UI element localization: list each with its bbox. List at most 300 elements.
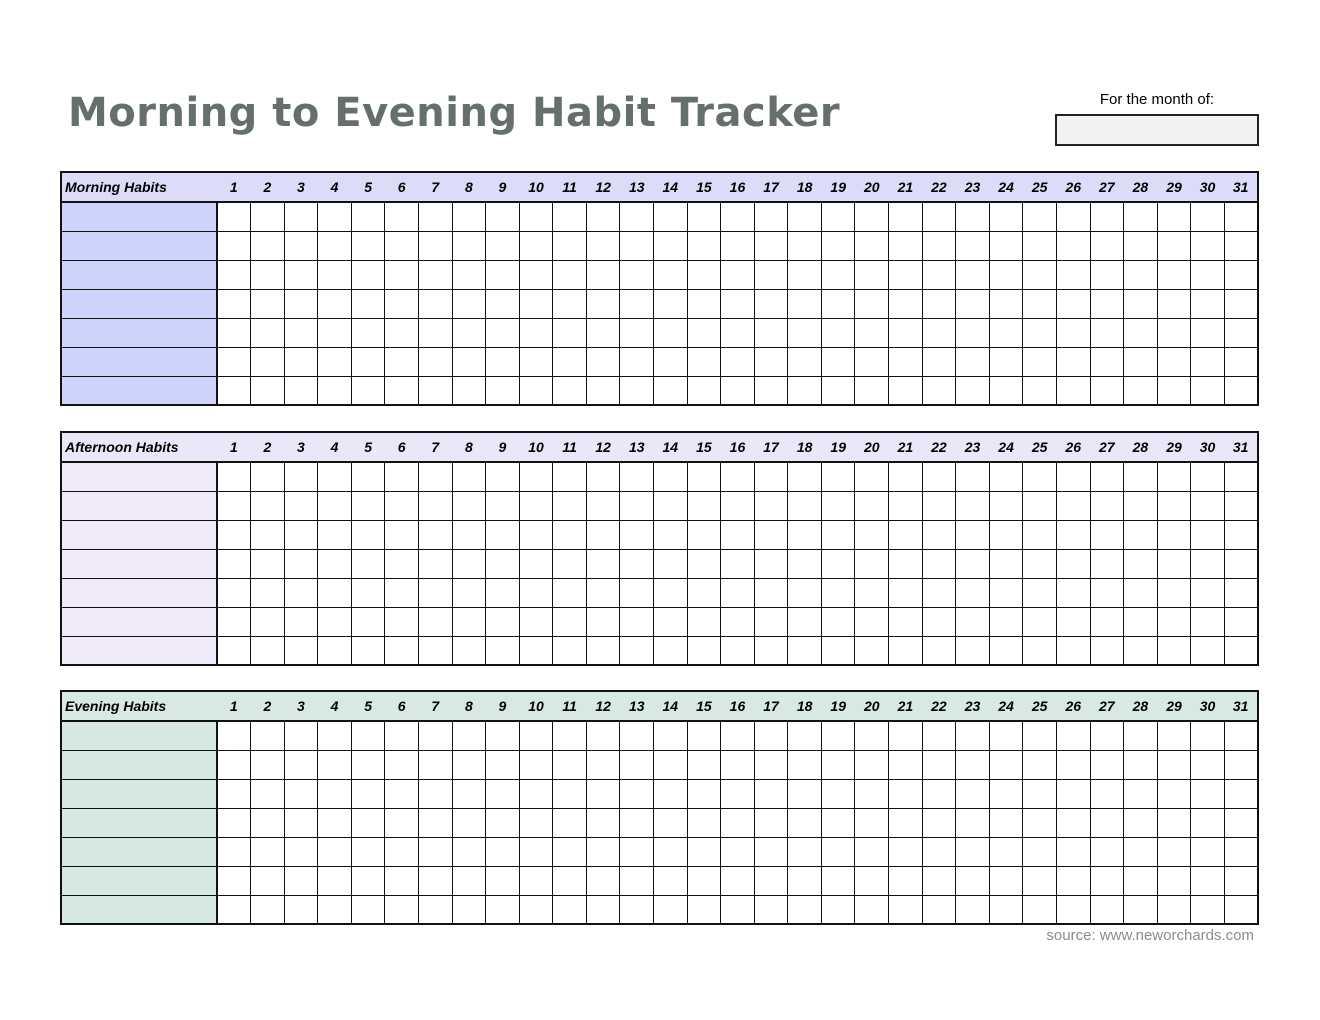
evening-day-checkbox-cell[interactable] (889, 808, 923, 837)
morning-day-checkbox-cell[interactable] (687, 202, 721, 231)
evening-day-checkbox-cell[interactable] (217, 808, 251, 837)
morning-day-checkbox-cell[interactable] (385, 260, 419, 289)
morning-day-checkbox-cell[interactable] (553, 289, 587, 318)
evening-day-checkbox-cell[interactable] (1056, 895, 1090, 924)
evening-day-checkbox-cell[interactable] (855, 837, 889, 866)
morning-day-checkbox-cell[interactable] (1191, 231, 1225, 260)
morning-day-checkbox-cell[interactable] (821, 202, 855, 231)
afternoon-day-checkbox-cell[interactable] (553, 607, 587, 636)
morning-day-checkbox-cell[interactable] (654, 260, 688, 289)
morning-day-checkbox-cell[interactable] (1157, 318, 1191, 347)
evening-day-checkbox-cell[interactable] (519, 866, 553, 895)
afternoon-day-checkbox-cell[interactable] (1056, 520, 1090, 549)
evening-day-checkbox-cell[interactable] (385, 750, 419, 779)
afternoon-day-checkbox-cell[interactable] (1090, 636, 1124, 665)
afternoon-day-checkbox-cell[interactable] (687, 462, 721, 491)
afternoon-day-checkbox-cell[interactable] (1124, 578, 1158, 607)
morning-day-checkbox-cell[interactable] (553, 376, 587, 405)
afternoon-day-checkbox-cell[interactable] (956, 491, 990, 520)
evening-day-checkbox-cell[interactable] (1191, 837, 1225, 866)
afternoon-day-checkbox-cell[interactable] (620, 607, 654, 636)
evening-day-checkbox-cell[interactable] (654, 779, 688, 808)
morning-day-checkbox-cell[interactable] (1090, 318, 1124, 347)
morning-day-checkbox-cell[interactable] (620, 289, 654, 318)
evening-day-checkbox-cell[interactable] (788, 750, 822, 779)
evening-day-checkbox-cell[interactable] (1023, 808, 1057, 837)
afternoon-day-checkbox-cell[interactable] (452, 491, 486, 520)
afternoon-day-checkbox-cell[interactable] (956, 462, 990, 491)
evening-day-checkbox-cell[interactable] (855, 808, 889, 837)
morning-day-checkbox-cell[interactable] (687, 376, 721, 405)
morning-day-checkbox-cell[interactable] (486, 231, 520, 260)
afternoon-day-checkbox-cell[interactable] (687, 636, 721, 665)
morning-day-checkbox-cell[interactable] (1191, 260, 1225, 289)
morning-day-checkbox-cell[interactable] (654, 347, 688, 376)
morning-day-checkbox-cell[interactable] (418, 376, 452, 405)
morning-day-checkbox-cell[interactable] (1023, 376, 1057, 405)
afternoon-habit-name-input[interactable] (62, 614, 216, 629)
morning-day-checkbox-cell[interactable] (855, 231, 889, 260)
afternoon-day-checkbox-cell[interactable] (1224, 578, 1258, 607)
evening-day-checkbox-cell[interactable] (889, 837, 923, 866)
evening-day-checkbox-cell[interactable] (217, 866, 251, 895)
morning-day-checkbox-cell[interactable] (418, 347, 452, 376)
morning-day-checkbox-cell[interactable] (922, 231, 956, 260)
morning-day-checkbox-cell[interactable] (351, 260, 385, 289)
afternoon-day-checkbox-cell[interactable] (1023, 578, 1057, 607)
morning-day-checkbox-cell[interactable] (721, 231, 755, 260)
afternoon-day-checkbox-cell[interactable] (1023, 549, 1057, 578)
afternoon-day-checkbox-cell[interactable] (989, 636, 1023, 665)
evening-day-checkbox-cell[interactable] (1224, 866, 1258, 895)
morning-day-checkbox-cell[interactable] (754, 347, 788, 376)
morning-day-checkbox-cell[interactable] (754, 231, 788, 260)
afternoon-day-checkbox-cell[interactable] (1224, 607, 1258, 636)
evening-day-checkbox-cell[interactable] (889, 866, 923, 895)
evening-day-checkbox-cell[interactable] (385, 895, 419, 924)
afternoon-day-checkbox-cell[interactable] (1224, 549, 1258, 578)
afternoon-day-checkbox-cell[interactable] (1157, 520, 1191, 549)
afternoon-day-checkbox-cell[interactable] (351, 520, 385, 549)
afternoon-habit-name-input[interactable] (62, 469, 216, 484)
morning-day-checkbox-cell[interactable] (821, 347, 855, 376)
morning-day-checkbox-cell[interactable] (754, 289, 788, 318)
evening-day-checkbox-cell[interactable] (586, 721, 620, 750)
evening-day-checkbox-cell[interactable] (989, 779, 1023, 808)
afternoon-day-checkbox-cell[interactable] (956, 549, 990, 578)
afternoon-day-checkbox-cell[interactable] (418, 607, 452, 636)
evening-habit-name-input[interactable] (62, 786, 216, 801)
morning-day-checkbox-cell[interactable] (251, 376, 285, 405)
morning-day-checkbox-cell[interactable] (385, 289, 419, 318)
evening-day-checkbox-cell[interactable] (788, 866, 822, 895)
morning-day-checkbox-cell[interactable] (1124, 289, 1158, 318)
afternoon-habit-name-input[interactable] (62, 527, 216, 542)
afternoon-day-checkbox-cell[interactable] (956, 520, 990, 549)
afternoon-day-checkbox-cell[interactable] (922, 549, 956, 578)
evening-day-checkbox-cell[interactable] (217, 750, 251, 779)
morning-day-checkbox-cell[interactable] (284, 289, 318, 318)
morning-day-checkbox-cell[interactable] (519, 260, 553, 289)
afternoon-day-checkbox-cell[interactable] (687, 549, 721, 578)
evening-day-checkbox-cell[interactable] (251, 866, 285, 895)
evening-day-checkbox-cell[interactable] (351, 750, 385, 779)
evening-day-checkbox-cell[interactable] (1191, 866, 1225, 895)
afternoon-day-checkbox-cell[interactable] (251, 520, 285, 549)
evening-day-checkbox-cell[interactable] (284, 837, 318, 866)
evening-day-checkbox-cell[interactable] (385, 866, 419, 895)
evening-day-checkbox-cell[interactable] (721, 779, 755, 808)
afternoon-day-checkbox-cell[interactable] (788, 607, 822, 636)
afternoon-day-checkbox-cell[interactable] (351, 636, 385, 665)
evening-habit-name-input[interactable] (62, 728, 216, 743)
evening-day-checkbox-cell[interactable] (586, 779, 620, 808)
afternoon-day-checkbox-cell[interactable] (1023, 520, 1057, 549)
morning-day-checkbox-cell[interactable] (1157, 202, 1191, 231)
afternoon-day-checkbox-cell[interactable] (586, 462, 620, 491)
evening-day-checkbox-cell[interactable] (318, 866, 352, 895)
evening-day-checkbox-cell[interactable] (687, 750, 721, 779)
afternoon-day-checkbox-cell[interactable] (620, 462, 654, 491)
evening-day-checkbox-cell[interactable] (922, 808, 956, 837)
evening-day-checkbox-cell[interactable] (754, 721, 788, 750)
evening-day-checkbox-cell[interactable] (1191, 895, 1225, 924)
afternoon-day-checkbox-cell[interactable] (452, 520, 486, 549)
morning-day-checkbox-cell[interactable] (1090, 260, 1124, 289)
evening-day-checkbox-cell[interactable] (788, 721, 822, 750)
afternoon-day-checkbox-cell[interactable] (217, 462, 251, 491)
morning-day-checkbox-cell[interactable] (1090, 231, 1124, 260)
afternoon-day-checkbox-cell[interactable] (519, 462, 553, 491)
afternoon-day-checkbox-cell[interactable] (788, 491, 822, 520)
evening-day-checkbox-cell[interactable] (889, 895, 923, 924)
morning-habit-name-input[interactable] (62, 238, 216, 253)
afternoon-day-checkbox-cell[interactable] (1023, 462, 1057, 491)
afternoon-day-checkbox-cell[interactable] (452, 462, 486, 491)
afternoon-day-checkbox-cell[interactable] (217, 520, 251, 549)
evening-day-checkbox-cell[interactable] (687, 808, 721, 837)
morning-day-checkbox-cell[interactable] (1224, 318, 1258, 347)
morning-day-checkbox-cell[interactable] (855, 202, 889, 231)
evening-day-checkbox-cell[interactable] (553, 779, 587, 808)
afternoon-day-checkbox-cell[interactable] (284, 549, 318, 578)
morning-day-checkbox-cell[interactable] (922, 289, 956, 318)
afternoon-day-checkbox-cell[interactable] (486, 636, 520, 665)
morning-day-checkbox-cell[interactable] (519, 289, 553, 318)
afternoon-day-checkbox-cell[interactable] (519, 607, 553, 636)
afternoon-day-checkbox-cell[interactable] (318, 549, 352, 578)
evening-day-checkbox-cell[interactable] (318, 779, 352, 808)
morning-day-checkbox-cell[interactable] (385, 347, 419, 376)
morning-day-checkbox-cell[interactable] (284, 202, 318, 231)
evening-day-checkbox-cell[interactable] (1056, 808, 1090, 837)
morning-day-checkbox-cell[interactable] (721, 318, 755, 347)
morning-habit-name-input[interactable] (62, 209, 216, 224)
morning-day-checkbox-cell[interactable] (855, 376, 889, 405)
evening-day-checkbox-cell[interactable] (351, 895, 385, 924)
evening-day-checkbox-cell[interactable] (284, 750, 318, 779)
morning-day-checkbox-cell[interactable] (620, 376, 654, 405)
morning-day-checkbox-cell[interactable] (654, 376, 688, 405)
afternoon-day-checkbox-cell[interactable] (788, 636, 822, 665)
morning-day-checkbox-cell[interactable] (687, 289, 721, 318)
morning-day-checkbox-cell[interactable] (721, 202, 755, 231)
evening-day-checkbox-cell[interactable] (956, 808, 990, 837)
morning-day-checkbox-cell[interactable] (418, 231, 452, 260)
morning-day-checkbox-cell[interactable] (486, 376, 520, 405)
afternoon-day-checkbox-cell[interactable] (1157, 578, 1191, 607)
morning-day-checkbox-cell[interactable] (217, 289, 251, 318)
evening-day-checkbox-cell[interactable] (922, 779, 956, 808)
afternoon-day-checkbox-cell[interactable] (519, 491, 553, 520)
afternoon-day-checkbox-cell[interactable] (788, 520, 822, 549)
evening-day-checkbox-cell[interactable] (1124, 721, 1158, 750)
evening-day-checkbox-cell[interactable] (318, 721, 352, 750)
evening-day-checkbox-cell[interactable] (351, 721, 385, 750)
evening-day-checkbox-cell[interactable] (217, 721, 251, 750)
evening-day-checkbox-cell[interactable] (1224, 808, 1258, 837)
evening-day-checkbox-cell[interactable] (586, 895, 620, 924)
morning-day-checkbox-cell[interactable] (788, 376, 822, 405)
morning-day-checkbox-cell[interactable] (788, 318, 822, 347)
morning-day-checkbox-cell[interactable] (318, 289, 352, 318)
afternoon-day-checkbox-cell[interactable] (251, 578, 285, 607)
evening-day-checkbox-cell[interactable] (721, 750, 755, 779)
evening-day-checkbox-cell[interactable] (620, 837, 654, 866)
afternoon-day-checkbox-cell[interactable] (452, 578, 486, 607)
evening-day-checkbox-cell[interactable] (1124, 750, 1158, 779)
morning-day-checkbox-cell[interactable] (922, 376, 956, 405)
afternoon-day-checkbox-cell[interactable] (855, 636, 889, 665)
evening-day-checkbox-cell[interactable] (821, 779, 855, 808)
morning-day-checkbox-cell[interactable] (553, 260, 587, 289)
morning-day-checkbox-cell[interactable] (1157, 347, 1191, 376)
evening-day-checkbox-cell[interactable] (721, 721, 755, 750)
afternoon-day-checkbox-cell[interactable] (351, 462, 385, 491)
afternoon-day-checkbox-cell[interactable] (922, 520, 956, 549)
morning-day-checkbox-cell[interactable] (654, 318, 688, 347)
afternoon-day-checkbox-cell[interactable] (1157, 636, 1191, 665)
afternoon-day-checkbox-cell[interactable] (351, 491, 385, 520)
evening-day-checkbox-cell[interactable] (318, 750, 352, 779)
evening-day-checkbox-cell[interactable] (553, 866, 587, 895)
morning-day-checkbox-cell[interactable] (418, 202, 452, 231)
evening-day-checkbox-cell[interactable] (351, 866, 385, 895)
evening-day-checkbox-cell[interactable] (318, 808, 352, 837)
afternoon-day-checkbox-cell[interactable] (687, 491, 721, 520)
afternoon-day-checkbox-cell[interactable] (418, 636, 452, 665)
evening-day-checkbox-cell[interactable] (1056, 721, 1090, 750)
evening-day-checkbox-cell[interactable] (284, 808, 318, 837)
afternoon-day-checkbox-cell[interactable] (586, 636, 620, 665)
morning-day-checkbox-cell[interactable] (351, 376, 385, 405)
evening-day-checkbox-cell[interactable] (1191, 779, 1225, 808)
evening-day-checkbox-cell[interactable] (452, 837, 486, 866)
afternoon-day-checkbox-cell[interactable] (1090, 491, 1124, 520)
evening-day-checkbox-cell[interactable] (956, 721, 990, 750)
morning-day-checkbox-cell[interactable] (1124, 376, 1158, 405)
afternoon-day-checkbox-cell[interactable] (486, 462, 520, 491)
afternoon-day-checkbox-cell[interactable] (251, 491, 285, 520)
afternoon-day-checkbox-cell[interactable] (989, 607, 1023, 636)
evening-day-checkbox-cell[interactable] (989, 866, 1023, 895)
evening-day-checkbox-cell[interactable] (721, 837, 755, 866)
evening-day-checkbox-cell[interactable] (1157, 866, 1191, 895)
evening-day-checkbox-cell[interactable] (318, 837, 352, 866)
evening-day-checkbox-cell[interactable] (418, 866, 452, 895)
evening-day-checkbox-cell[interactable] (889, 779, 923, 808)
morning-day-checkbox-cell[interactable] (351, 289, 385, 318)
evening-day-checkbox-cell[interactable] (418, 837, 452, 866)
afternoon-habit-name-input[interactable] (62, 642, 216, 657)
afternoon-day-checkbox-cell[interactable] (318, 578, 352, 607)
evening-day-checkbox-cell[interactable] (385, 808, 419, 837)
morning-day-checkbox-cell[interactable] (721, 260, 755, 289)
afternoon-day-checkbox-cell[interactable] (620, 520, 654, 549)
evening-day-checkbox-cell[interactable] (654, 895, 688, 924)
morning-day-checkbox-cell[interactable] (788, 289, 822, 318)
evening-day-checkbox-cell[interactable] (1191, 721, 1225, 750)
morning-day-checkbox-cell[interactable] (318, 347, 352, 376)
afternoon-day-checkbox-cell[interactable] (385, 462, 419, 491)
evening-day-checkbox-cell[interactable] (418, 750, 452, 779)
morning-day-checkbox-cell[interactable] (788, 347, 822, 376)
morning-day-checkbox-cell[interactable] (1224, 202, 1258, 231)
afternoon-day-checkbox-cell[interactable] (855, 520, 889, 549)
morning-day-checkbox-cell[interactable] (788, 260, 822, 289)
morning-day-checkbox-cell[interactable] (452, 231, 486, 260)
morning-day-checkbox-cell[interactable] (553, 318, 587, 347)
evening-day-checkbox-cell[interactable] (821, 721, 855, 750)
afternoon-day-checkbox-cell[interactable] (452, 607, 486, 636)
evening-day-checkbox-cell[interactable] (620, 750, 654, 779)
morning-day-checkbox-cell[interactable] (956, 260, 990, 289)
morning-day-checkbox-cell[interactable] (1124, 231, 1158, 260)
afternoon-day-checkbox-cell[interactable] (318, 491, 352, 520)
afternoon-day-checkbox-cell[interactable] (351, 578, 385, 607)
morning-day-checkbox-cell[interactable] (1023, 202, 1057, 231)
afternoon-day-checkbox-cell[interactable] (821, 607, 855, 636)
afternoon-day-checkbox-cell[interactable] (418, 549, 452, 578)
morning-day-checkbox-cell[interactable] (251, 231, 285, 260)
morning-day-checkbox-cell[interactable] (654, 289, 688, 318)
evening-day-checkbox-cell[interactable] (922, 837, 956, 866)
evening-day-checkbox-cell[interactable] (922, 750, 956, 779)
evening-day-checkbox-cell[interactable] (754, 837, 788, 866)
afternoon-day-checkbox-cell[interactable] (1157, 462, 1191, 491)
morning-habit-name-input[interactable] (62, 354, 216, 369)
morning-day-checkbox-cell[interactable] (586, 289, 620, 318)
evening-day-checkbox-cell[interactable] (452, 866, 486, 895)
evening-day-checkbox-cell[interactable] (1157, 779, 1191, 808)
evening-day-checkbox-cell[interactable] (586, 808, 620, 837)
morning-day-checkbox-cell[interactable] (721, 289, 755, 318)
morning-day-checkbox-cell[interactable] (620, 231, 654, 260)
morning-day-checkbox-cell[interactable] (1056, 318, 1090, 347)
morning-day-checkbox-cell[interactable] (1023, 347, 1057, 376)
evening-day-checkbox-cell[interactable] (1157, 808, 1191, 837)
morning-day-checkbox-cell[interactable] (1224, 289, 1258, 318)
evening-day-checkbox-cell[interactable] (1224, 779, 1258, 808)
morning-day-checkbox-cell[interactable] (1124, 347, 1158, 376)
morning-day-checkbox-cell[interactable] (821, 260, 855, 289)
afternoon-day-checkbox-cell[interactable] (1124, 491, 1158, 520)
morning-day-checkbox-cell[interactable] (586, 260, 620, 289)
morning-day-checkbox-cell[interactable] (519, 202, 553, 231)
morning-day-checkbox-cell[interactable] (1023, 231, 1057, 260)
evening-day-checkbox-cell[interactable] (821, 808, 855, 837)
evening-day-checkbox-cell[interactable] (922, 895, 956, 924)
morning-day-checkbox-cell[interactable] (1191, 347, 1225, 376)
morning-day-checkbox-cell[interactable] (1090, 202, 1124, 231)
evening-day-checkbox-cell[interactable] (1157, 721, 1191, 750)
evening-day-checkbox-cell[interactable] (855, 866, 889, 895)
morning-day-checkbox-cell[interactable] (1056, 202, 1090, 231)
afternoon-day-checkbox-cell[interactable] (754, 491, 788, 520)
evening-day-checkbox-cell[interactable] (620, 895, 654, 924)
afternoon-day-checkbox-cell[interactable] (318, 636, 352, 665)
afternoon-day-checkbox-cell[interactable] (1191, 491, 1225, 520)
afternoon-day-checkbox-cell[interactable] (284, 520, 318, 549)
morning-day-checkbox-cell[interactable] (788, 231, 822, 260)
evening-day-checkbox-cell[interactable] (351, 837, 385, 866)
morning-day-checkbox-cell[interactable] (989, 289, 1023, 318)
afternoon-day-checkbox-cell[interactable] (654, 636, 688, 665)
evening-day-checkbox-cell[interactable] (956, 895, 990, 924)
morning-day-checkbox-cell[interactable] (1191, 202, 1225, 231)
afternoon-day-checkbox-cell[interactable] (889, 578, 923, 607)
afternoon-day-checkbox-cell[interactable] (418, 491, 452, 520)
morning-day-checkbox-cell[interactable] (1191, 289, 1225, 318)
afternoon-day-checkbox-cell[interactable] (956, 607, 990, 636)
morning-day-checkbox-cell[interactable] (217, 318, 251, 347)
afternoon-day-checkbox-cell[interactable] (687, 607, 721, 636)
evening-day-checkbox-cell[interactable] (486, 808, 520, 837)
morning-day-checkbox-cell[interactable] (620, 318, 654, 347)
morning-day-checkbox-cell[interactable] (1023, 260, 1057, 289)
morning-day-checkbox-cell[interactable] (251, 260, 285, 289)
afternoon-day-checkbox-cell[interactable] (821, 462, 855, 491)
evening-day-checkbox-cell[interactable] (251, 837, 285, 866)
evening-habit-name-input[interactable] (62, 815, 216, 830)
morning-day-checkbox-cell[interactable] (1224, 231, 1258, 260)
evening-day-checkbox-cell[interactable] (452, 721, 486, 750)
morning-day-checkbox-cell[interactable] (1124, 318, 1158, 347)
afternoon-day-checkbox-cell[interactable] (956, 636, 990, 665)
afternoon-habit-name-input[interactable] (62, 585, 216, 600)
afternoon-day-checkbox-cell[interactable] (586, 520, 620, 549)
morning-day-checkbox-cell[interactable] (284, 347, 318, 376)
morning-day-checkbox-cell[interactable] (989, 202, 1023, 231)
evening-day-checkbox-cell[interactable] (586, 750, 620, 779)
evening-day-checkbox-cell[interactable] (855, 721, 889, 750)
evening-day-checkbox-cell[interactable] (754, 750, 788, 779)
evening-day-checkbox-cell[interactable] (754, 808, 788, 837)
evening-day-checkbox-cell[interactable] (1124, 779, 1158, 808)
afternoon-day-checkbox-cell[interactable] (620, 549, 654, 578)
afternoon-day-checkbox-cell[interactable] (1056, 636, 1090, 665)
evening-day-checkbox-cell[interactable] (989, 721, 1023, 750)
evening-day-checkbox-cell[interactable] (486, 721, 520, 750)
morning-day-checkbox-cell[interactable] (1224, 260, 1258, 289)
morning-day-checkbox-cell[interactable] (620, 347, 654, 376)
evening-day-checkbox-cell[interactable] (620, 866, 654, 895)
afternoon-day-checkbox-cell[interactable] (486, 578, 520, 607)
morning-day-checkbox-cell[interactable] (318, 231, 352, 260)
afternoon-day-checkbox-cell[interactable] (1191, 578, 1225, 607)
morning-day-checkbox-cell[interactable] (821, 376, 855, 405)
afternoon-day-checkbox-cell[interactable] (217, 607, 251, 636)
